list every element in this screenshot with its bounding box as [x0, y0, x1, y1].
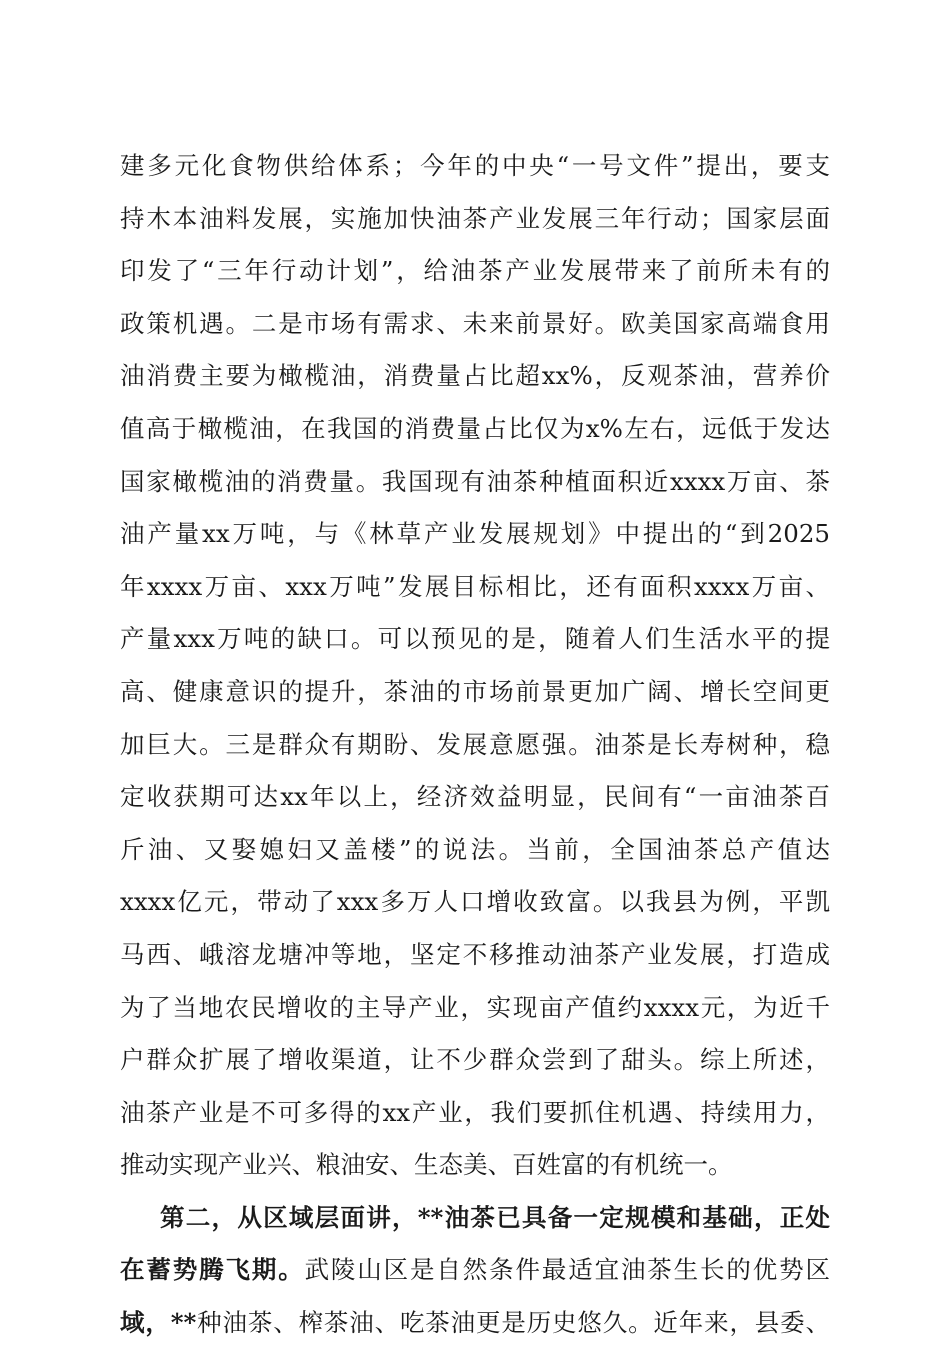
paragraph-line: 加巨大。三是群众有期盼、发展意愿强。油茶是长寿树种，稳	[120, 729, 830, 759]
paragraph-text: 种油茶、榨茶油、吃茶油更是历史悠久。近年来，县委、	[196, 1308, 831, 1338]
paragraph-line: 油产量xx万吨，与《林草产业发展规划》中提出的“到2025	[120, 519, 830, 549]
paragraph-line	[120, 1297, 830, 1350]
paragraph-line: 定收获期可达xx年以上，经济效益明显，民间有“一亩油茶百	[120, 782, 830, 812]
paragraph-line: 产量xxx万吨的缺口。可以预见的是，随着人们生活水平的提	[120, 624, 830, 654]
paragraph-line: 马西、峨溶龙塘冲等地，坚定不移推动油茶产业发展，打造成	[120, 939, 830, 969]
section-heading: 第二，从区域层面讲，**油茶已具备一定规模和基础，正处	[160, 1202, 830, 1232]
emphasis-text: 域，**	[120, 1308, 197, 1338]
document-body	[120, 140, 830, 1350]
paragraph-line: 建多元化食物供给体系；今年的中央“一号文件”提出，要支	[120, 151, 830, 180]
paragraph-line: 高、健康意识的提升，茶油的市场前景更加广阔、增长空间更	[120, 676, 830, 706]
paragraph-line: 年xxxx万亩、xxx万吨”发展目标相比，还有面积xxxx万亩、	[120, 571, 830, 601]
paragraph-line: 国家橄榄油的消费量。我国现有油茶种植面积近xxxx万亩、茶	[120, 466, 830, 496]
section-heading-end: 在蓄势腾飞期。	[120, 1255, 305, 1285]
paragraph-line: 政策机遇。二是市场有需求、未来前景好。欧美国家高端食用	[120, 308, 830, 338]
paragraph-line: 推动实现产业兴、粮油安、生态美、百姓富的有机统一。	[120, 1150, 733, 1180]
paragraph-line: 油茶产业是不可多得的xx产业，我们要抓住机遇、持续用力，	[120, 1097, 830, 1127]
paragraph-line: 为了当地农民增收的主导产业，实现亩产值约xxxx元，为近千	[120, 992, 830, 1022]
paragraph-1	[120, 140, 830, 1192]
paragraph-text: 武陵山区是自然条件最适宜油茶生长的优势区	[304, 1255, 831, 1285]
paragraph-line: 油消费主要为橄榄油，消费量占比超xx%，反观茶油，营养价	[120, 361, 830, 391]
paragraph-line: 户群众扩展了增收渠道，让不少群众尝到了甜头。综上所述，	[120, 1045, 830, 1075]
paragraph-line	[120, 1244, 830, 1297]
paragraph-2	[120, 1192, 830, 1350]
paragraph-line: 值高于橄榄油，在我国的消费量占比仅为x%左右，远低于发达	[120, 413, 830, 443]
paragraph-line: xxxx亿元，带动了xxx多万人口增收致富。以我县为例，平凯	[120, 887, 830, 917]
paragraph-line: 持木本油料发展，实施加快油茶产业发展三年行动；国家层面	[120, 203, 830, 233]
paragraph-line: 印发了“三年行动计划”，给油茶产业发展带来了前所未有的	[120, 256, 830, 286]
paragraph-line: 斤油、又娶媳妇又盖楼”的说法。当前，全国油茶总产值达	[120, 834, 830, 864]
